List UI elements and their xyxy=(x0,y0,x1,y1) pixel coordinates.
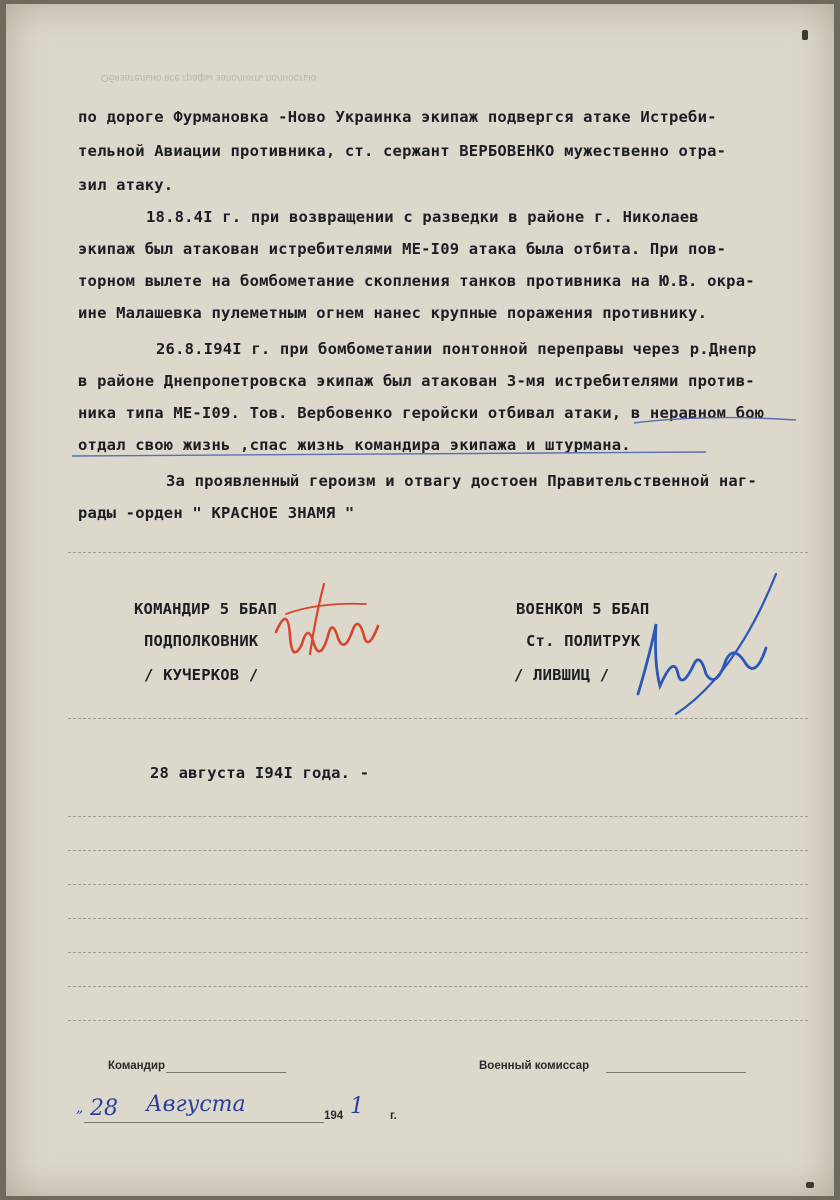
body-line: 26.8.I94I г. при бомбометании понтонной переправы через р.Днепр xyxy=(156,340,757,358)
body-line: ника типа МЕ-I09. Тов. Вербовенко геройски отбивал атаки, в неравном бою xyxy=(78,404,765,422)
date-underline xyxy=(84,1122,324,1123)
commander-name: / КУЧЕРКОВ / xyxy=(144,666,259,684)
commissar-name: / ЛИВШИЦ / xyxy=(514,666,610,684)
form-rule xyxy=(68,884,808,885)
document-sheet xyxy=(6,4,834,1196)
commander-label: Командир xyxy=(108,1060,165,1072)
date-line: 28 августа I94I года. - xyxy=(150,764,370,782)
body-line: отдал свою жизнь ,спас жизнь командира экипажа и штурмана. xyxy=(78,436,631,454)
commander-title: КОМАНДИР 5 ББАП xyxy=(134,600,277,618)
handwritten-day: 28 xyxy=(90,1096,118,1121)
commissar-label: Военный комиссар xyxy=(479,1060,590,1072)
form-rule xyxy=(68,952,808,953)
body-line: 18.8.4I г. при возвращении с разведки в районе г. Николаев xyxy=(146,208,699,226)
body-line: рады -орден " КРАСНОЕ ЗНАМЯ " xyxy=(78,504,355,522)
body-line: по дороге Фурмановка -Ново Украинка экипаж подвергся атаке Истреби- xyxy=(78,108,717,126)
year-prefix: 194 xyxy=(324,1110,344,1122)
commander-rank: ПОДПОЛКОВНИК xyxy=(144,632,259,650)
commissar-rank: Ст. ПОЛИТРУК xyxy=(526,632,641,650)
punch-mark xyxy=(806,1182,814,1188)
body-line: торном вылете на бомбометание скопления танков противника на Ю.В. окра- xyxy=(78,272,755,290)
punch-mark xyxy=(802,30,808,40)
year-suffix: г. xyxy=(390,1110,397,1122)
handwritten-year-digit: 1 xyxy=(350,1094,364,1119)
blue-pencil-underline xyxy=(66,408,806,468)
body-line: зил атаку. xyxy=(78,176,174,194)
body-line: ине Малашевка пулеметным огнем нанес крупные поражения противнику. xyxy=(78,304,708,322)
body-line: тельной Авиации противника, ст. сержант ВЕРБОВЕНКО мужественно отра- xyxy=(78,142,727,160)
body-line: в районе Днепропетровска экипаж был атакован 3-мя истребителями против- xyxy=(78,372,755,390)
form-rule xyxy=(68,816,808,817)
commissar-signature-line xyxy=(606,1072,746,1073)
form-rule xyxy=(68,986,808,987)
form-rule xyxy=(68,918,808,919)
commander-signature-line xyxy=(166,1072,286,1073)
commissar-title: ВОЕНКОМ 5 ББАП xyxy=(516,600,650,618)
form-rule xyxy=(68,1020,808,1021)
blue-handwritten-signature xyxy=(616,594,786,724)
form-rule xyxy=(68,552,808,553)
quote-mark: „ xyxy=(76,1100,84,1116)
form-rule xyxy=(68,850,808,851)
handwritten-month: Августа xyxy=(146,1092,246,1117)
ghost-header-text: Обязательно все графы заполнять полностью xyxy=(101,72,316,83)
body-line: экипаж был атакован истребителями МЕ-I09 атака была отбита. При пов- xyxy=(78,240,727,258)
body-line: За проявленный героизм и отвагу достоен Правительственной наг- xyxy=(166,472,757,490)
red-handwritten-signature xyxy=(268,574,388,684)
